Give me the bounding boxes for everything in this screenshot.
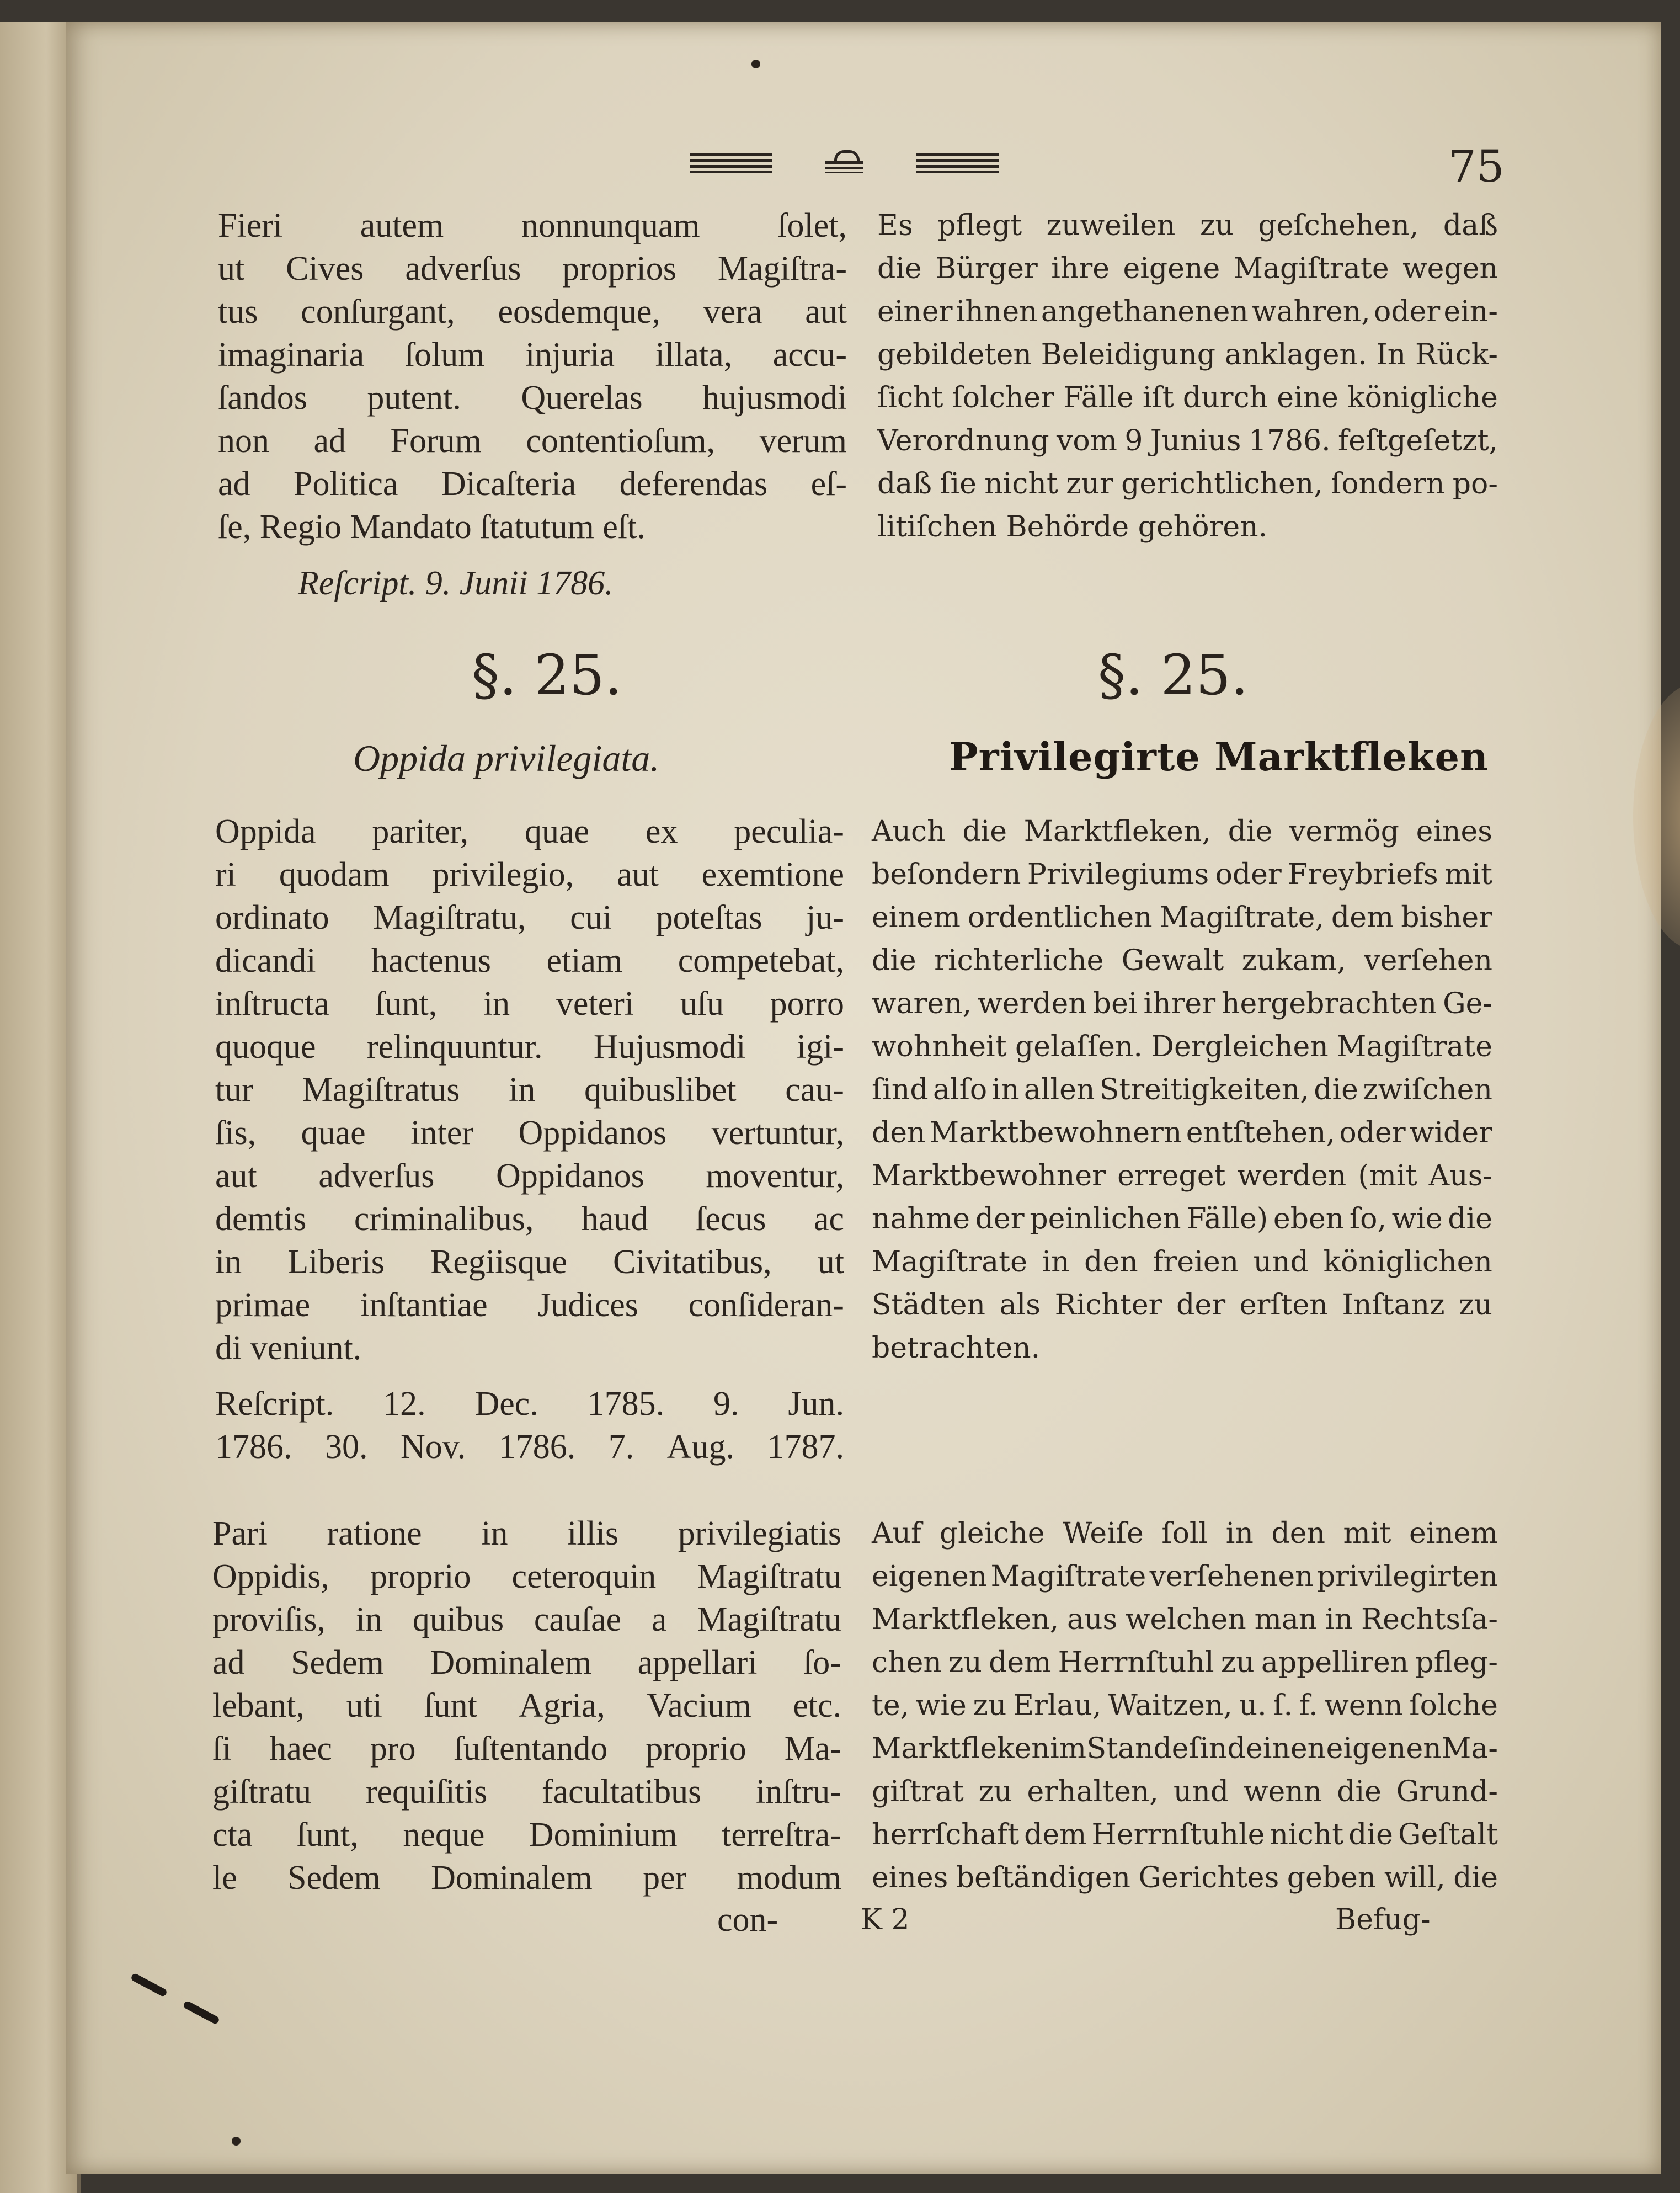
text-line: aut adverſus Oppidanos moventur, [215,1157,844,1195]
ink-dot [751,60,760,68]
latin-rescript-2 [215,1382,844,1468]
text-line: Oppida pariter, quae ex peculia- [215,813,844,850]
text-line: le Sedem Dominalem per modum [212,1859,841,1897]
text-line: inſtructa ſunt, in veteri uſu porro [215,985,844,1023]
text-line: eines beſtändigen Gerichtes geben will, die [872,1861,1498,1894]
text-line: Reſcript. 12. Dec. 1785. 9. Jun. [215,1385,844,1423]
paper-stain [1633,684,1680,949]
text-line: tur Magiſtratus in quibuslibet cau- [215,1071,844,1109]
ink-dot [232,2137,241,2146]
latin-catchword: con- [717,1901,778,1939]
text-line: giſtrat zu erhalten, und wenn die Grund- [872,1775,1498,1808]
text-line: ſi haec pro ſuſtentando proprio Ma- [212,1730,841,1768]
text-line: Auf gleiche Weiſe ſoll in den mit einem [872,1517,1498,1550]
text-line: wohnheit gelaſſen. Dergleichen Magiſtrate [872,1030,1492,1063]
text-line: einer ihnen angethanenen wahren, oder ein- [877,295,1498,328]
german-section-title: Privilegirte Marktfleken [949,734,1489,780]
text-line: in Liberis Regiisque Civitatibus, ut [215,1243,844,1281]
text-line: giſtratu requiſitis facultatibus inſtru- [212,1773,841,1811]
signature-mark: K 2 [861,1903,910,1936]
text-line: quoque relinquuntur. Hujusmodi igi- [215,1028,844,1066]
text-line: betrachten. [872,1332,1041,1365]
text-line: 1786. 30. Nov. 1786. 7. Aug. 1787. [215,1428,844,1466]
text-line: herrſchaft dem Herrnſtuhle nicht die Geſtalt [872,1818,1498,1851]
text-line: Es pflegt zuweilen zu geſchehen, daß [877,209,1498,242]
text-line: tus conſurgant, eosdemque, vera aut [218,293,847,331]
text-line: nahme der peinlichen Fälle) eben ſo, wie die [872,1202,1492,1236]
latin-paragraph-1 [218,204,847,549]
text-line: Oppidis, proprio ceteroquin Magiſtratu [212,1558,841,1595]
german-paragraph-3 [872,1512,1498,1899]
ornament-rule-left [690,153,772,173]
text-line: daß ſie nicht zur gerichtlichen, ſondern po- [877,467,1498,501]
text-line: Verordnung vom 9 Junius 1786. feſtgeſetzt, [877,424,1498,457]
text-line: die Bürger ihre eigene Magiſtrate wegen [877,252,1498,285]
text-line: imaginaria ſolum injuria illata, accu- [218,336,847,374]
text-line: ad Politica Dicaſteria deferendas eſ- [218,465,847,503]
latin-section-title: Oppida privilegiata. [353,737,660,779]
text-line: ſandos putent. Querelas hujusmodi [218,379,847,417]
german-paragraph-1 [877,204,1498,549]
text-line: Auch die Marktfleken, die vermög eines [872,815,1492,848]
german-paragraph-2 [872,810,1492,1370]
crown-ornament-icon [822,150,866,175]
ornament-rule-right [916,153,999,173]
text-line: ri quodam privilegio, aut exemtione [215,856,844,893]
text-line: beſondern Privilegiums oder Freybriefs mit [872,858,1492,891]
text-line: non ad Forum contentioſum, verum [218,422,847,460]
text-line: den Marktbewohnern entſtehen, oder wider [872,1116,1492,1149]
text-line: Marktfleken, aus welchen man in Rechtsſa- [872,1603,1498,1636]
latin-rescript-1 [298,562,850,605]
text-line: chen zu dem Herrnſtuhl zu appelliren pfleg- [872,1646,1498,1679]
text-line: Marktbewohner erreget werden (mit Aus- [872,1159,1492,1193]
text-line: einem ordentlichen Magiſtrate, dem bisher [872,901,1492,934]
text-line: demtis criminalibus, haud ſecus ac [215,1200,844,1238]
rescript-line: Reſcript. 9. Junii 1786. [298,565,614,602]
text-line: Marktfleken im Stande ſind einen eigenen Ma- [872,1732,1498,1765]
german-section-mark: §. 25. [1098,643,1249,707]
text-line: Magiſtrate in den freien und königlichen [872,1245,1492,1279]
text-line: Pari ratione in illis privilegiatis [212,1515,841,1552]
text-line: proviſis, in quibus cauſae a Magiſtratu [212,1601,841,1638]
text-line: primae inſtantiae Judices conſideran- [215,1286,844,1324]
text-line: die richterliche Gewalt zukam, verſehen [872,944,1492,977]
text-line: waren, werden bei ihrer hergebrachten Ge- [872,987,1492,1020]
text-line: eigenen Magiſtrate verſehenen privilegirten [872,1560,1498,1593]
latin-paragraph-2 [215,810,844,1370]
text-line: dicandi hactenus etiam competebat, [215,942,844,980]
text-line: ſis, quae inter Oppidanos vertuntur, [215,1114,844,1152]
page-number: 75 [1448,141,1505,192]
text-line: ſicht ſolcher Fälle iſt durch eine königliche [877,381,1498,414]
text-line: Städten als Richter der erſten Inſtanz zu [872,1289,1492,1322]
header-ornament [690,146,999,179]
text-line: cta ſunt, neque Dominium terreſtra- [212,1816,841,1854]
text-line: ſe, Regio Mandato ſtatutum eſt. [218,508,646,546]
text-line: ſind alſo in allen Streitigkeiten, die zwiſchen [872,1073,1492,1106]
text-line: gebildeten Beleidigung anklagen. In Rück- [877,338,1498,371]
text-line: di veniunt. [215,1329,362,1367]
latin-paragraph-3 [212,1512,841,1899]
text-line: Fieri autem nonnunquam ſolet, [218,207,847,244]
text-line: ordinato Magiſtratu, cui poteſtas ju- [215,899,844,936]
text-line: lebant, uti ſunt Agria, Vacium etc. [212,1687,841,1724]
german-catchword: Befug- [1335,1903,1431,1936]
text-line: ad Sedem Dominalem appellari ſo- [212,1644,841,1681]
text-line: ut Cives adverſus proprios Magiſtra- [218,250,847,288]
latin-section-mark: §. 25. [472,643,622,707]
text-line: litiſchen Behörde gehören. [877,510,1268,544]
text-line: te, wie zu Erlau, Waitzen, u. ſ. f. wenn ſolche [872,1689,1498,1722]
